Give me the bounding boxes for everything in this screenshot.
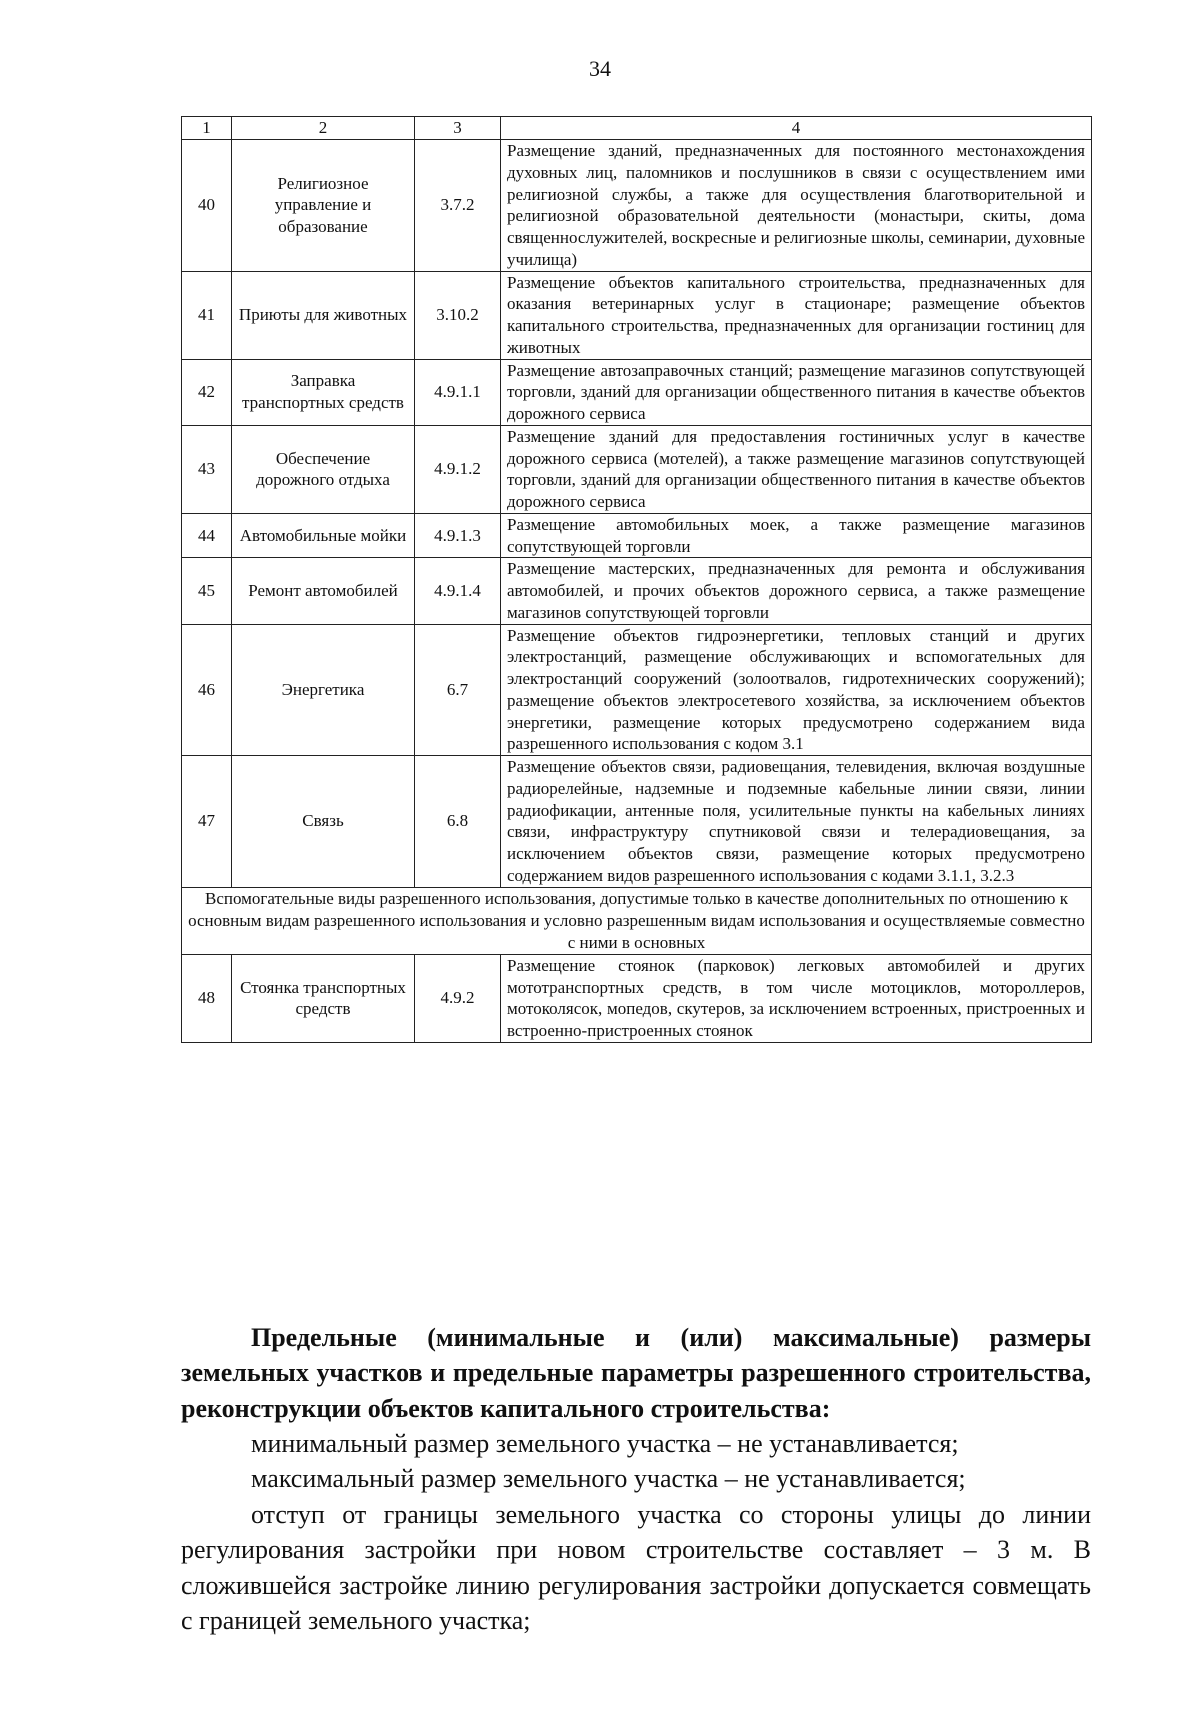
land-use-table bbox=[181, 116, 1092, 1043]
limit-item-max-size: максимальный размер земельного участка – не устанавливается; bbox=[251, 1464, 966, 1494]
use-type-name: Религиозное управление и образование bbox=[232, 140, 415, 272]
use-type-description: Размещение объектов гидроэнергетики, тепловых станций и других электростанций, размещение обслуживающих и вспомогательных для электростанций сооружений (золоотвалов, гидротехнических сооружений); размещение объектов электросетевого хозяйства, за исключением объектов энергетики, размещение которых предусмотрено содержанием вида разрешенного использования с кодом 3.1 bbox=[501, 624, 1092, 756]
row-number: 42 bbox=[182, 359, 232, 425]
row-number: 44 bbox=[182, 513, 232, 558]
table-row bbox=[182, 513, 1092, 558]
row-number: 45 bbox=[182, 558, 232, 624]
use-type-code: 4.9.2 bbox=[415, 954, 501, 1042]
row-number: 47 bbox=[182, 756, 232, 888]
use-type-name: Энергетика bbox=[232, 624, 415, 756]
limits-heading: Предельные (минимальные и (или) максимальные) размеры земельных участков и предельные параметры разрешенного строительства, реконструкции объектов капитального строительства: bbox=[181, 1323, 1091, 1423]
table-row bbox=[182, 756, 1092, 888]
use-type-code: 4.9.1.1 bbox=[415, 359, 501, 425]
use-type-name: Приюты для животных bbox=[232, 271, 415, 359]
use-type-description: Размещение мастерских, предназначенных для ремонта и обслуживания автомобилей, и прочих объектов дорожного сервиса, а также размещение магазинов сопутствующей торговли bbox=[501, 558, 1092, 624]
section-header-row bbox=[182, 887, 1092, 954]
table-row bbox=[182, 954, 1092, 1042]
use-type-name: Стоянка транспортных средств bbox=[232, 954, 415, 1042]
table-row bbox=[182, 140, 1092, 272]
use-type-code: 4.9.1.3 bbox=[415, 513, 501, 558]
header-col-1: 1 bbox=[182, 117, 232, 140]
table-header-row bbox=[182, 117, 1092, 140]
limits-section bbox=[181, 1320, 1091, 1638]
page-number: 34 bbox=[589, 56, 611, 81]
row-number: 46 bbox=[182, 624, 232, 756]
row-number: 41 bbox=[182, 271, 232, 359]
table-row bbox=[182, 624, 1092, 756]
use-type-description: Размещение автозаправочных станций; размещение магазинов сопутствующей торговли, зданий для организации общественного питания в качестве объектов дорожного сервиса bbox=[501, 359, 1092, 425]
use-type-description: Размещение зданий, предназначенных для постоянного местонахождения духовных лиц, паломников и послушников в связи с осуществлением ими религиозной службы, а также для осуществления благотворительной и религиозной образовательной деятельности (монастыри, скиты, дома священнослужителей, воскресные и религиозные школы, семинарии, духовные училища) bbox=[501, 140, 1092, 272]
limit-item-min-size: минимальный размер земельного участка – не устанавливается; bbox=[251, 1429, 959, 1459]
use-type-code: 4.9.1.4 bbox=[415, 558, 501, 624]
use-type-code: 3.10.2 bbox=[415, 271, 501, 359]
header-col-2: 2 bbox=[232, 117, 415, 140]
use-type-description: Размещение автомобильных моек, а также размещение магазинов сопутствующей торговли bbox=[501, 513, 1092, 558]
row-number: 40 bbox=[182, 140, 232, 272]
use-type-name: Заправка транспортных средств bbox=[232, 359, 415, 425]
use-type-code: 4.9.1.2 bbox=[415, 425, 501, 513]
auxiliary-uses-section-title: Вспомогательные виды разрешенного использования, допустимые только в качестве дополнительных по отношению к основным видам разрешенного использования и условно разрешенным видам использования и осуществляемые совместно с ними в основных bbox=[182, 887, 1092, 954]
use-type-name: Обеспечение дорожного отдыха bbox=[232, 425, 415, 513]
use-type-name: Автомобильные мойки bbox=[232, 513, 415, 558]
header-col-3: 3 bbox=[415, 117, 501, 140]
header-col-4: 4 bbox=[501, 117, 1092, 140]
table-row bbox=[182, 271, 1092, 359]
table-row bbox=[182, 359, 1092, 425]
use-type-description: Размещение объектов капитального строительства, предназначенных для оказания ветеринарных услуг в стационаре; размещение объектов капитального строительства, предназначенных для организации гостиниц для животных bbox=[501, 271, 1092, 359]
use-type-description: Размещение зданий для предоставления гостиничных услуг в качестве дорожного сервиса (мотелей), а также размещение магазинов сопутствующей торговли, зданий для организации общественного питания в качестве объектов дорожного сервиса bbox=[501, 425, 1092, 513]
row-number: 43 bbox=[182, 425, 232, 513]
use-type-code: 6.8 bbox=[415, 756, 501, 888]
use-type-name: Связь bbox=[232, 756, 415, 888]
table-row bbox=[182, 558, 1092, 624]
use-type-description: Размещение стоянок (парковок) легковых автомобилей и других мототранспортных средств, в том числе мотоциклов, мотороллеров, мотоколясок, мопедов, скутеров, за исключением встроенных, пристроенных и встроенно-пристроенных стоянок bbox=[501, 954, 1092, 1042]
use-type-code: 3.7.2 bbox=[415, 140, 501, 272]
limit-item-street-setback: отступ от границы земельного участка со стороны улицы до линии регулирования застройки при новом строительстве составляет – 3 м. В сложившейся застройке линию регулирования застройки допускается совмещать с границей земельного участка; bbox=[181, 1499, 1091, 1635]
table-row bbox=[182, 425, 1092, 513]
use-type-name: Ремонт автомобилей bbox=[232, 558, 415, 624]
row-number: 48 bbox=[182, 954, 232, 1042]
use-type-description: Размещение объектов связи, радиовещания, телевидения, включая воздушные радиорелейные, надземные и подземные кабельные линии связи, линии радиофикации, антенные поля, усилительные пункты на кабельных линиях связи, инфраструктуру спутниковой связи и телерадиовещания, за исключением объектов связи, размещение которых предусмотрено содержанием видов разрешенного использования с кодами 3.1.1, 3.2.3 bbox=[501, 756, 1092, 888]
use-type-code: 6.7 bbox=[415, 624, 501, 756]
